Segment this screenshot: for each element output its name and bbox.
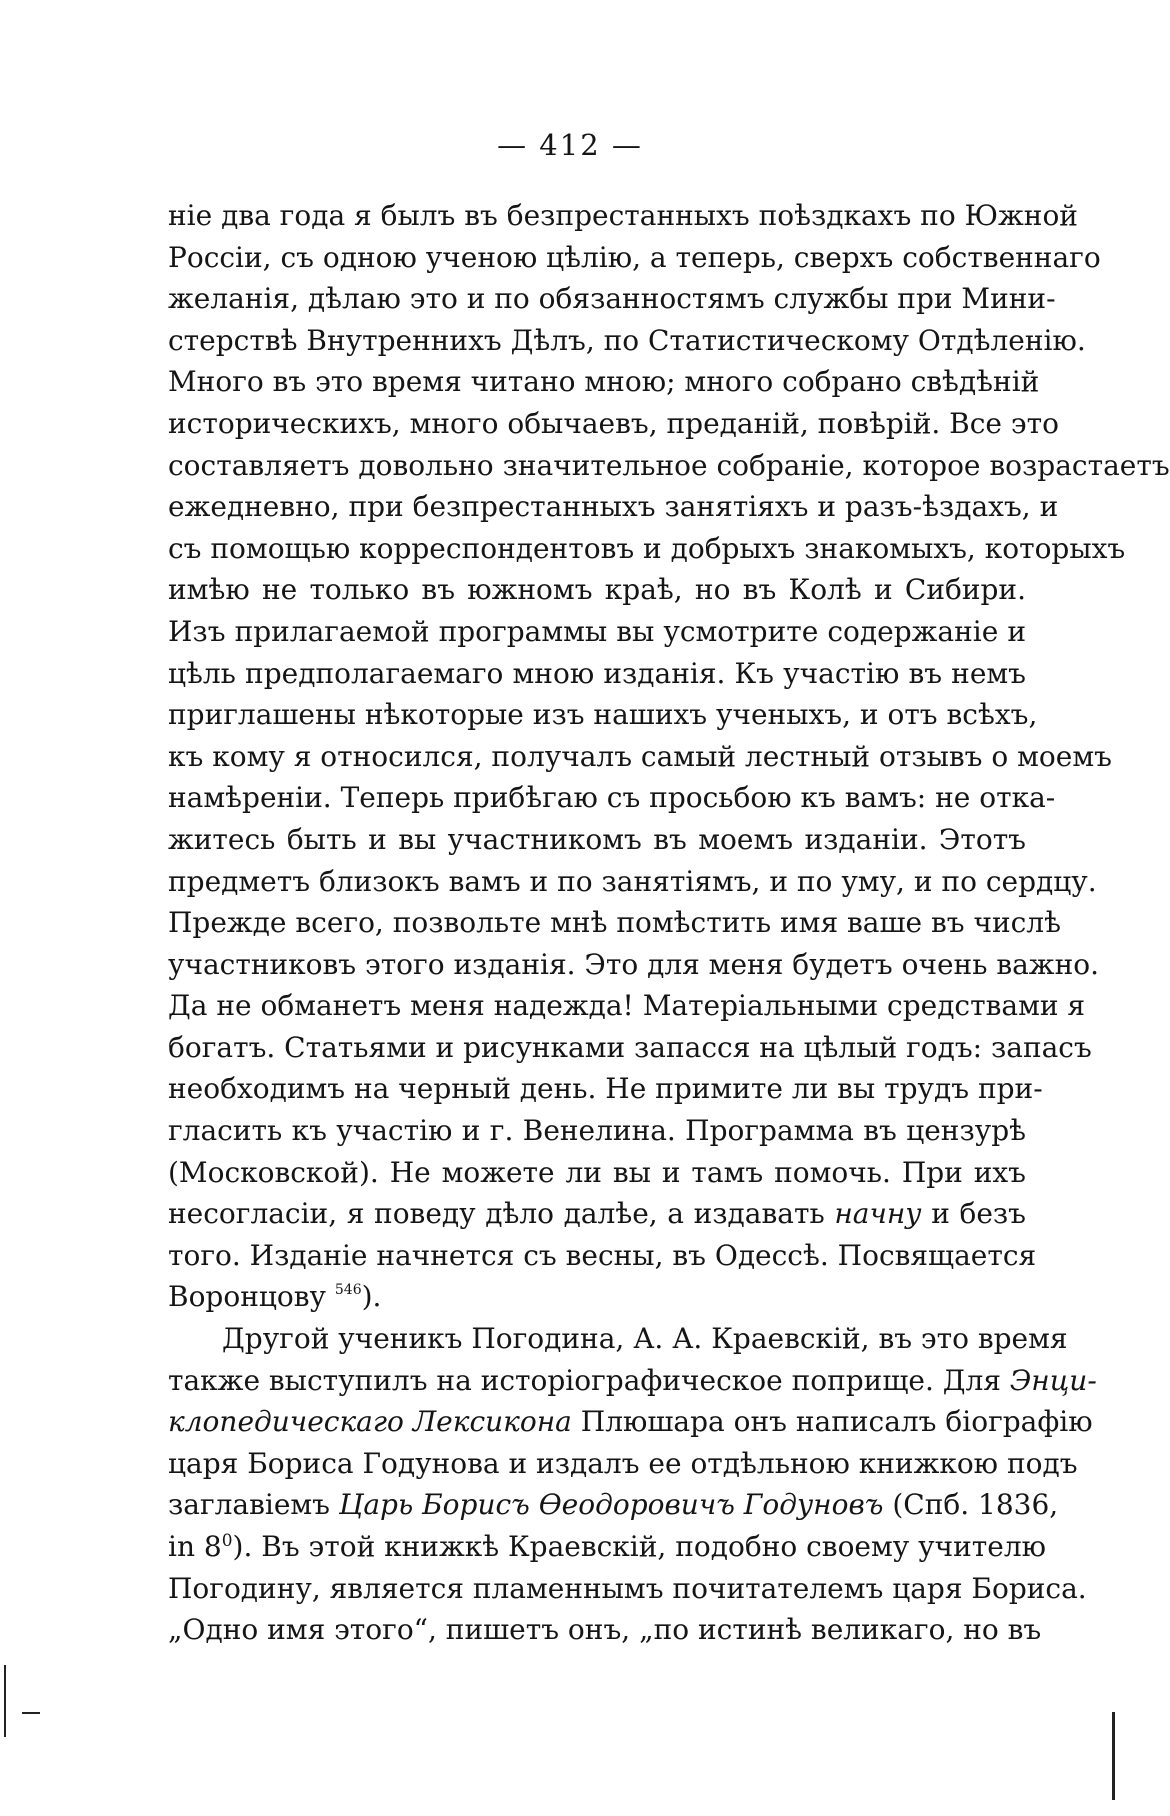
text-line: стерствѣ Внутреннихъ Дѣлъ, по Статистическому Отдѣленію.: [168, 323, 1086, 357]
text-line: гласить къ участію и г. Венелина. Программа въ цензурѣ: [168, 1114, 1026, 1148]
italic-title: Царь Борисъ Ѳеодоровичъ Годуновъ: [338, 1488, 884, 1522]
text-line: желанія, дѣлаю это и по обязанностямъ службы при Мини-: [168, 282, 1056, 316]
text-line: необходимъ на черный день. Не примите ли вы трудъ при-: [168, 1072, 1043, 1106]
text-line: (Московской). Не можете ли вы и тамъ помочь. При ихъ: [168, 1155, 1026, 1189]
body-text: [168, 195, 1170, 1651]
text-line: намѣреніи. Теперь прибѣгаю съ просьбою къ вамъ: не отка-: [168, 781, 1056, 815]
page-number: — 412 —: [497, 128, 643, 162]
scan-edge-mark: [1112, 1712, 1115, 1800]
text-line: Другой ученикъ Погодина, А. А. Краевскій, въ это время: [222, 1322, 1068, 1356]
text-fragment: также выступилъ на исторіографическое поприще. Для: [168, 1363, 1001, 1397]
text-line: составляетъ довольно значительное собраніе, которое возрастаетъ: [168, 448, 1170, 482]
text-line: приглашены нѣкоторые изъ нашихъ ученыхъ, и отъ всѣхъ,: [168, 698, 1038, 732]
text-fragment: несогласіи, я поведу дѣло далѣе, а издавать: [168, 1197, 825, 1231]
text-line: [168, 1276, 1026, 1318]
text-line: „Одно имя этого“, пишетъ онъ, „по истинѣ великаго, но въ: [168, 1613, 1042, 1647]
italic-word: начну: [834, 1197, 922, 1231]
footnote-reference: 546: [334, 1282, 362, 1299]
text-line: историческихъ, много обычаевъ, преданій, повѣрій. Все это: [168, 406, 1059, 440]
text-line: съ помощью корреспондентовъ и добрыхъ знакомыхъ, которыхъ: [168, 531, 1126, 565]
text-line: [168, 1360, 1097, 1402]
text-line: [168, 1526, 1047, 1568]
text-fragment: и безъ: [931, 1197, 1026, 1231]
text-line: [168, 1193, 1026, 1235]
text-line: ежедневно, при безпрестанныхъ занятіяхъ и разъ-ѣздахъ, и: [168, 490, 1059, 524]
text-fragment: (Спб. 1836,: [892, 1488, 1059, 1522]
text-fragment: ).: [361, 1280, 382, 1314]
text-line: имѣю не только въ южномъ краѣ, но въ Колѣ и Сибири.: [168, 573, 1026, 607]
text-line: предметъ близокъ вамъ и по занятіямъ, и по уму, и по сердцу.: [168, 864, 1097, 898]
scan-edge-mark: [22, 1712, 40, 1714]
text-fragment: заглавіемъ: [168, 1488, 330, 1522]
text-line: Россіи, съ одною ученою цѣлію, а теперь, сверхъ собственнаго: [168, 240, 1101, 274]
text-line: Много въ это время читано мною; много собрано свѣдѣній: [168, 365, 1040, 399]
text-line: житесь быть и вы участникомъ въ моемъ изданіи. Этотъ: [168, 822, 1026, 856]
text-line: [168, 1401, 1093, 1443]
text-line: участниковъ этого изданія. Это для меня будетъ очень важно.: [168, 947, 1099, 981]
text-fragment: in 8: [168, 1530, 222, 1563]
text-line: Погодину, является пламеннымъ почитателемъ царя Бориса.: [168, 1571, 1087, 1605]
text-fragment: ). Въ этой книжкѣ Краевскій, подобно своему учителю: [232, 1530, 1047, 1563]
italic-title: Энци-: [1009, 1363, 1097, 1397]
text-line: къ кому я относился, получалъ самый лестный отзывъ о моемъ: [168, 739, 1112, 773]
text-fragment: Воронцову: [168, 1280, 326, 1314]
text-line: [168, 1484, 1059, 1526]
text-line: царя Бориса Годунова и издалъ ее отдѣльною книжкою подъ: [168, 1446, 1078, 1480]
text-line: Прежде всего, позвольте мнѣ помѣстить имя ваше въ числѣ: [168, 906, 1061, 940]
text-line: Да не обманетъ меня надежда! Матеріальными средствами я: [168, 989, 1086, 1023]
italic-title: клопедическаго Лексикона: [168, 1405, 572, 1439]
superscript-degree: 0: [221, 1531, 233, 1551]
text-line: ніе два года я былъ въ безпрестанныхъ поѣздкахъ по Южной: [168, 199, 1078, 232]
text-fragment: Плюшара онъ написалъ біографію: [580, 1405, 1093, 1439]
text-line: Изъ прилагаемой программы вы усмотрите содержаніе и: [168, 614, 1026, 648]
text-line: цѣль предполагаемаго мною изданія. Къ участію въ немъ: [168, 656, 1026, 690]
scan-edge-mark: [4, 1665, 6, 1737]
text-line: того. Изданіе начнется съ весны, въ Одессѣ. Посвящается: [168, 1238, 1037, 1272]
text-line: богатъ. Статьями и рисунками запасся на цѣлый годъ: запасъ: [168, 1030, 1092, 1064]
